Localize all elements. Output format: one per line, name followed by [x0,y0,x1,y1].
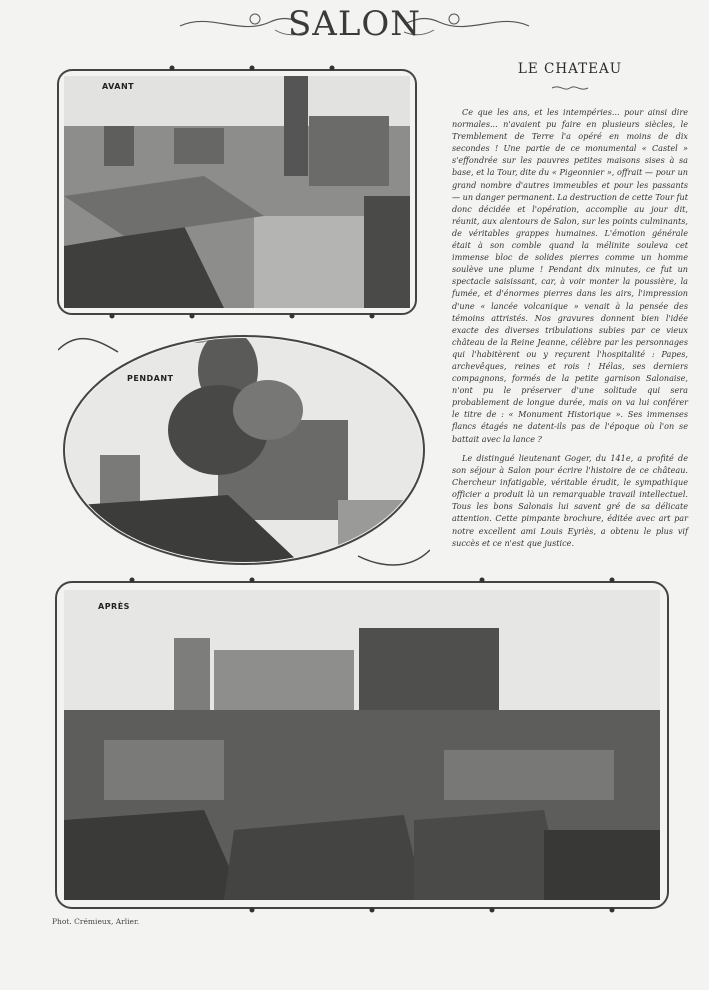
article-paragraph-1: Ce que les ans, et les intempéries... pour ainsi dire normales... n'avaient pu faire en plusieurs siècles, le Tremblement de Terre l'a opéré en moins de dix secondes ! Une partie de ce monumental « Castel » s'effondrée sur les pauvres petites maisons sises à sa base, et la Tour, dite du « Pigeonnier », offrait — pour un grand nombre d'autres immeubles et pour les passants — un danger permanent. La destruction de cette Tour fut donc décidée et l'opération, accomplie au jour dit, réunit, aux alentours de Salon, sur les points culminants, de véritables grappes humaines. L'émotion générale était à son comble quand la mélinite souleva cet immense bloc de solides pierres comme un homme soulève une plume ! Pendant dix minutes, ce fut un spectacle saisissant, car, à voir monter la poussière, la fumée, et d'énormes pierres dans les airs, l'impression d'une « lancée volcanique » venait à la pensée des témoins attristés. Nos gravures donnent bien l'idée exacte des diverses tribulations subies par ce vieux château de la Reine Jeanne, célèbre par les personnages qui l'habitèrent ou y reçurent l'hospitalité : Papes, archevêques, reines et rois ! Hélas, ses derniers compagnons, formés de la petite garnison Salonaise, n'ont pu le préserver d'une solitude qui sera probablement de longue durée, mais on va lui conférer le titre de : « Monument Historique ». Ses immenses flancs étagés ne datent-ils pas de l'époque où l'on se battait avec la lance ? [452,107,689,444]
photo-avant-frame [52,64,422,320]
masthead-title: SALON [287,4,422,44]
photo-avant [64,76,410,308]
article-title: LE CHATEAU [517,61,623,77]
castle-after-image [64,590,660,900]
photo-pendant-frame [58,310,430,580]
masthead [0,2,709,46]
photo-label-apres: APRÈS [98,602,130,611]
oval-border [58,310,430,580]
photo-apres [64,590,660,900]
castle-before-image [64,76,410,308]
title-flourish [550,84,590,92]
photo-label-pendant: PENDANT [127,374,174,383]
article-paragraph-2: Le distingué lieutenant Goger, du 141e, a profité de son séjour à Salon pour écrire l'histoire de ce château. Chercheur infatigable, véritable érudit, le sympathique officier a produit là un remarquable travail intellectuel. Tous les bons Salonais lui savent gré de sa délicate attention. Cette pimpante brochure, éditée avec art par notre excellent ami Louis Eyriès, a obtenu le plus vif succès et ce n'est que justice. [452,453,688,548]
photo-apres-frame [52,576,672,914]
photo-label-avant: AVANT [102,82,135,91]
photo-credit: Phot. Crémieux, Arlier. [52,917,140,926]
